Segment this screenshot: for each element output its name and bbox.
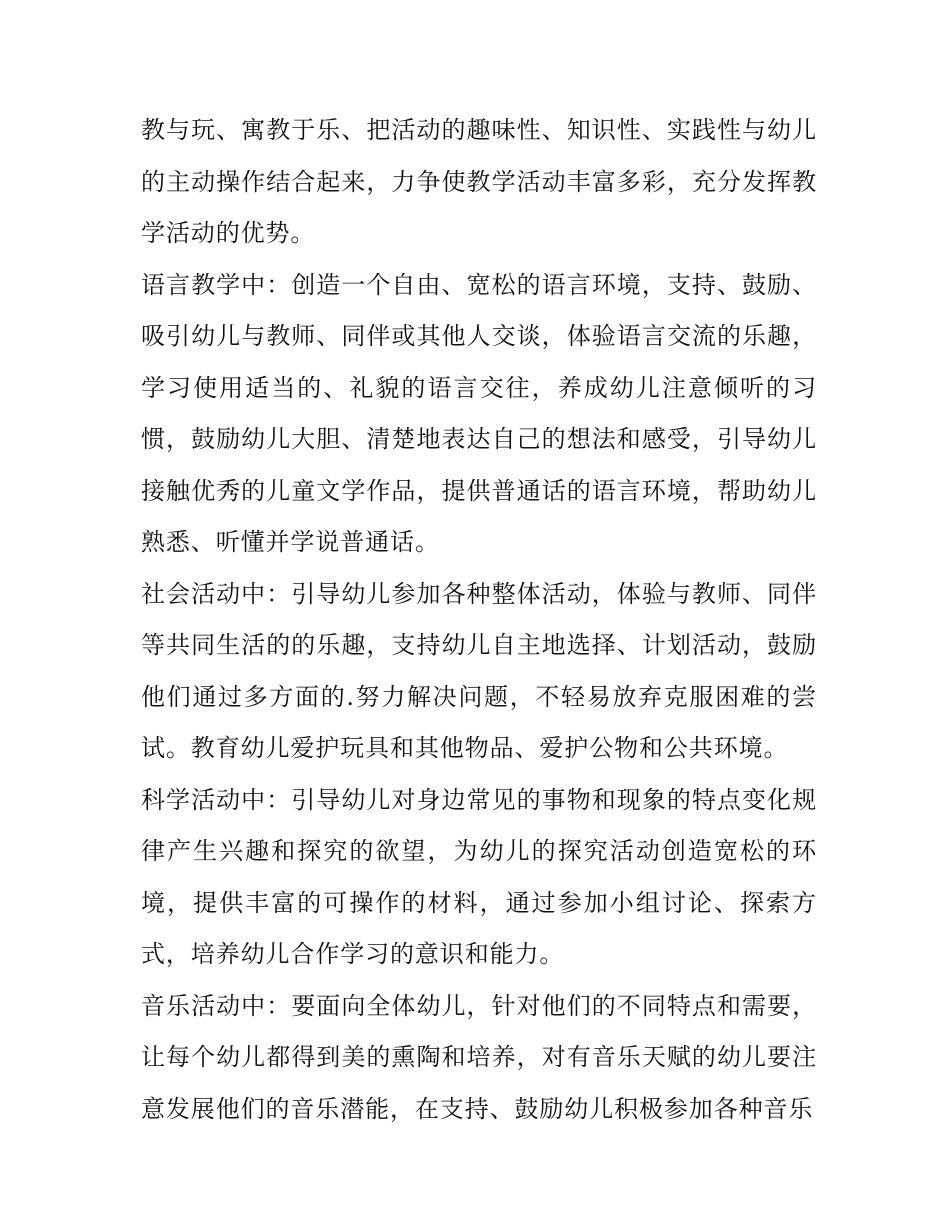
document-body [141,105,817,1135]
paragraph-music-activity: 音乐活动中：要面向全体幼儿，针对他们的不同特点和需要，让每个幼儿都得到美的熏陶和培养，对有音乐天赋的幼儿要注意发展他们的音乐潜能，在支持、鼓励幼儿积极参加各种音乐 [141,991,817,1123]
paragraph-social-activity: 社会活动中：引导幼儿参加各种整体活动，体验与教师、同伴等共同生活的的乐趣，支持幼儿自主地选择、计划活动，鼓励他们通过多方面的.努力解决问题，不轻易放弃克服困难的尝试。教育幼儿爱护玩具和其他物品、爱护公物和公共环境。 [141,579,817,762]
paragraph-language-teaching: 语言教学中：创造一个自由、宽松的语言环境，支持、鼓励、吸引幼儿与教师、同伴或其他人交谈，体验语言交流的乐趣，学习使用适当的、礼貌的语言交往，养成幼儿注意倾听的习惯，鼓励幼儿大胆、清楚地表达自己的想法和感受，引导幼儿接触优秀的儿童文学作品，提供普通话的语言环境，帮助幼儿熟悉、听懂并学说普通话。 [141,270,817,556]
paragraph-science-activity: 科学活动中：引导幼儿对身边常见的事物和现象的特点变化规律产生兴趣和探究的欲望，为幼儿的探究活动创造宽松的环境，提供丰富的可操作的材料，通过参加小组讨论、探索方式，培养幼儿合作学习的意识和能力。 [141,785,817,968]
paragraph-teaching-method: 教与玩、寓教于乐、把活动的趣味性、知识性、实践性与幼儿的主动操作结合起来，力争使教学活动丰富多彩，充分发挥教学活动的优势。 [141,116,817,247]
